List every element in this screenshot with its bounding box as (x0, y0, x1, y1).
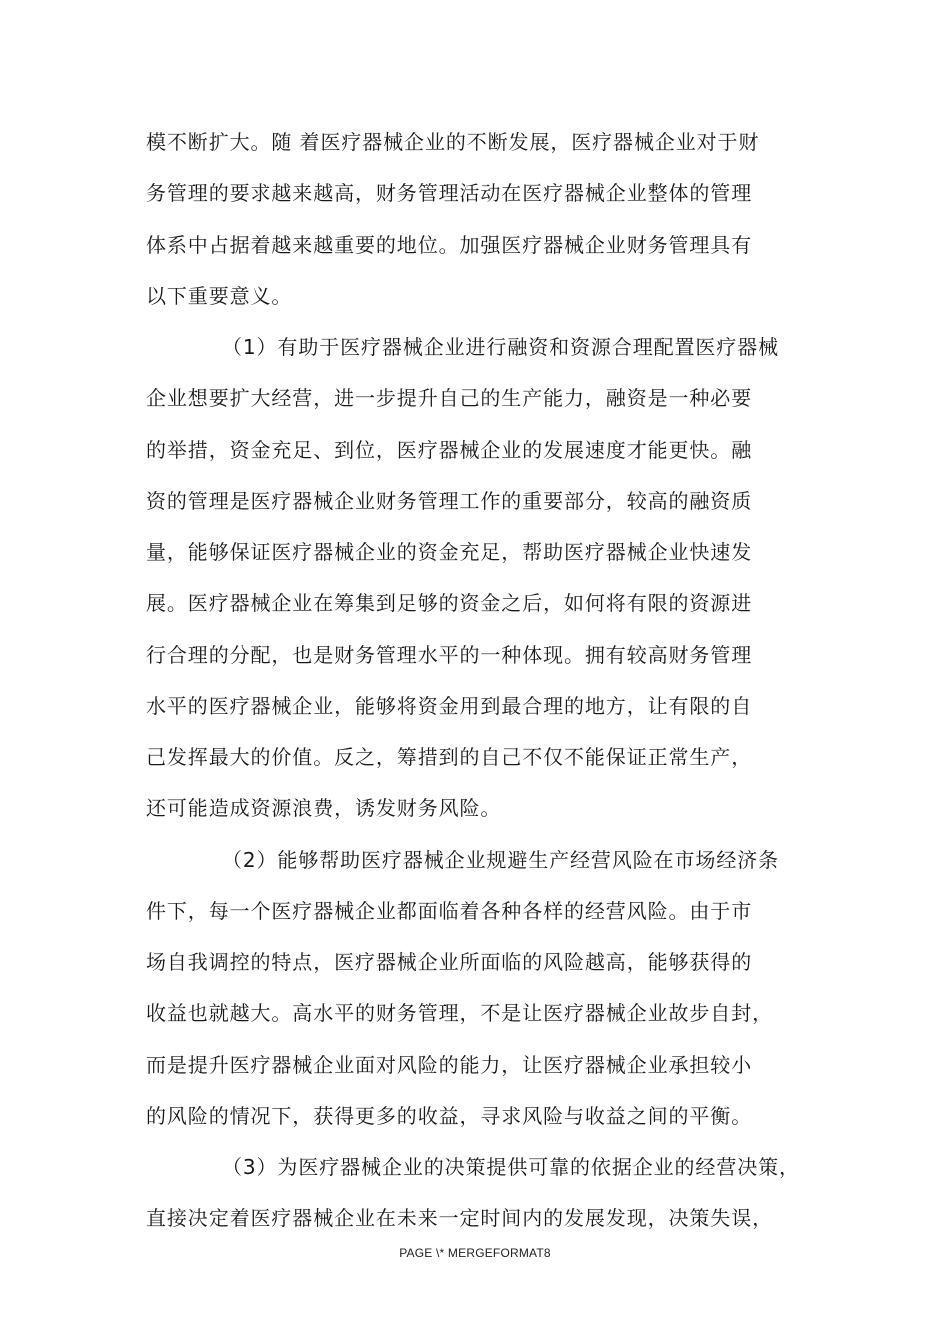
paragraph-1-heading: （1）有助于医疗器械企业进行融资和资源合理配置医疗器械 (222, 335, 780, 359)
text-line: 以下重要意义。 (146, 284, 293, 308)
text-line: 还可能造成资源浪费，诱发财务风险。 (146, 796, 502, 820)
paragraph-2-heading: （2）能够帮助医疗器械企业规避生产经营风险在市场经济条 (222, 848, 780, 872)
text-line: 体系中占据着越来越重要的地位。加强医疗器械企业财务管理具有 (146, 233, 753, 257)
text-line: 水平的医疗器械企业，能够将资金用到最合理的地方，让有限的自 (146, 694, 753, 718)
text-line: 务管理的要求越来越高，财务管理活动在医疗器械企业整体的管理 (146, 181, 753, 205)
text-line: 企业想要扩大经营，进一步提升自己的生产能力，融资是一种必要 (146, 386, 753, 410)
text-line: 场自我调控的特点，医疗器械企业所面临的风险越高，能够获得的 (146, 950, 753, 974)
text-line: 而是提升医疗器械企业面对风险的能力，让医疗器械企业承担较小 (146, 1053, 753, 1077)
text-line: 的风险的情况下，获得更多的收益，寻求风险与收益之间的平衡。 (146, 1104, 753, 1128)
text-line: 直接决定着医疗器械企业在未来一定时间内的发展发现，决策失误， (146, 1206, 773, 1230)
paragraph-3-heading: （3）为医疗器械企业的决策提供可靠的依据企业的经营决策， (222, 1155, 800, 1179)
text-line: 展。医疗器械企业在筹集到足够的资金之后，如何将有限的资源进 (146, 591, 753, 615)
text-line: 的举措，资金充足、到位，医疗器械企业的发展速度才能更快。融 (146, 438, 753, 462)
text-line: 行合理的分配，也是财务管理水平的一种体现。拥有较高财务管理 (146, 643, 753, 667)
text-line: 量，能够保证医疗器械企业的资金充足，帮助医疗器械企业快速发 (146, 540, 753, 564)
text-line: 资的管理是医疗器械企业财务管理工作的重要部分，较高的融资质 (146, 489, 753, 513)
text-line: 模不断扩大。随 着医疗器械企业的不断发展，医疗器械企业对于财 (146, 130, 760, 154)
text-line: 己发挥最大的价值。反之，筹措到的自己不仅不能保证正常生产， (146, 745, 753, 769)
text-line: 件下，每一个医疗器械企业都面临着各种各样的经营风险。由于市 (146, 899, 753, 923)
text-line: 收益也就越大。高水平的财务管理，不是让医疗器械企业故步自封， (146, 1001, 773, 1025)
page-footer: PAGE \* MERGEFORMAT8 (399, 1246, 551, 1260)
